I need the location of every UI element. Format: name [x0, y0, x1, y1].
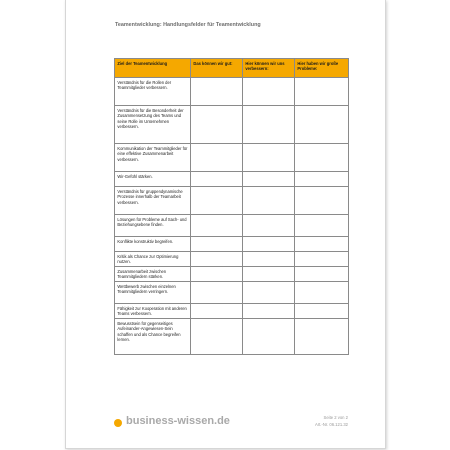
logo-dot-icon	[114, 419, 122, 427]
rating-cell[interactable]	[295, 106, 349, 144]
rating-cell[interactable]	[295, 282, 349, 304]
rating-cell[interactable]	[191, 215, 243, 237]
article-number: Art.-Nr. 06.121.32	[314, 422, 348, 427]
rating-cell[interactable]	[295, 78, 349, 106]
rating-cell[interactable]	[295, 304, 349, 319]
rating-cell[interactable]	[295, 144, 349, 172]
rating-cell[interactable]	[191, 282, 243, 304]
rating-cell[interactable]	[243, 267, 295, 282]
rating-cell[interactable]	[243, 237, 295, 252]
rating-cell[interactable]	[243, 106, 295, 144]
column-header-goal: Ziel der Teamentwicklung	[115, 59, 191, 78]
goal-cell: Kommunikation der Teammitglieder für eine effektive Zusammenarbeit verbessern.	[115, 144, 191, 172]
goal-cell: Kritik als Chance zur Optimierung nutzen.	[115, 252, 191, 267]
rating-cell[interactable]	[191, 252, 243, 267]
goal-cell: Wettbewerb zwischen einzelnen Teammitgliedern verringern.	[115, 282, 191, 304]
goal-cell: Verständnis für die Besonderheit der Zusammensetzung des Teams und seine Rolle im Unternehmen verbessern.	[115, 106, 191, 144]
rating-cell[interactable]	[295, 172, 349, 187]
rating-cell[interactable]	[295, 237, 349, 252]
document-page	[65, 0, 386, 449]
column-header-good: Das können wir gut:	[191, 59, 243, 78]
rating-cell[interactable]	[191, 78, 243, 106]
page-number: Seite 2 von 2	[323, 415, 348, 420]
rating-cell[interactable]	[243, 304, 295, 319]
rating-cell[interactable]	[243, 319, 295, 355]
goal-cell: Fähigkeit zur Kooperation mit anderen Teams verbessern.	[115, 304, 191, 319]
table-row	[115, 252, 349, 267]
rating-cell[interactable]	[191, 172, 243, 187]
table-row	[115, 267, 349, 282]
rating-cell[interactable]	[191, 267, 243, 282]
table-header-row	[115, 59, 349, 78]
column-header-problems: Hier haben wir große Probleme:	[295, 59, 349, 78]
goal-cell: Wir-Gefühl stärken.	[115, 172, 191, 187]
rating-cell[interactable]	[295, 267, 349, 282]
rating-cell[interactable]	[243, 187, 295, 215]
page-title: Teamentwicklung: Handlungsfelder für Teamentwicklung	[115, 22, 261, 28]
goal-cell: Verständnis für gruppendynamische Prozesse innerhalb der Teamarbeit verbessern.	[115, 187, 191, 215]
table-row	[115, 319, 349, 355]
rating-cell[interactable]	[243, 282, 295, 304]
table-row	[115, 144, 349, 172]
goal-cell: Bewusstsein für gegenseitiges Aufeinander-Angewiesen-Sein schaffen und als Chance begreifen lernen.	[115, 319, 191, 355]
table-body	[115, 78, 349, 355]
table-row	[115, 187, 349, 215]
rating-cell[interactable]	[191, 304, 243, 319]
goal-cell: Zusammenarbeit zwischen Teammitgliedern stärken.	[115, 267, 191, 282]
rating-cell[interactable]	[191, 237, 243, 252]
table-row	[115, 172, 349, 187]
rating-cell[interactable]	[191, 187, 243, 215]
table-row	[115, 78, 349, 106]
rating-cell[interactable]	[243, 172, 295, 187]
goal-cell: Verständnis für die Rollen der Teammitglieder verbessern.	[115, 78, 191, 106]
table-row	[115, 304, 349, 319]
rating-cell[interactable]	[295, 215, 349, 237]
goal-cell: Lösungen für Probleme auf Sach- und Beziehungsebene finden.	[115, 215, 191, 237]
goal-cell: Konflikte konstruktiv begreifen.	[115, 237, 191, 252]
table-row	[115, 237, 349, 252]
table-row	[115, 215, 349, 237]
goals-table	[114, 58, 349, 355]
rating-cell[interactable]	[295, 252, 349, 267]
rating-cell[interactable]	[295, 187, 349, 215]
rating-cell[interactable]	[191, 319, 243, 355]
rating-cell[interactable]	[295, 319, 349, 355]
rating-cell[interactable]	[243, 215, 295, 237]
table-row	[115, 106, 349, 144]
rating-cell[interactable]	[243, 144, 295, 172]
rating-cell[interactable]	[243, 78, 295, 106]
footer-logo: business-wissen.de	[126, 415, 230, 427]
rating-cell[interactable]	[243, 252, 295, 267]
column-header-improve: Hier können wir uns verbessern:	[243, 59, 295, 78]
rating-cell[interactable]	[191, 144, 243, 172]
rating-cell[interactable]	[191, 106, 243, 144]
table-row	[115, 282, 349, 304]
